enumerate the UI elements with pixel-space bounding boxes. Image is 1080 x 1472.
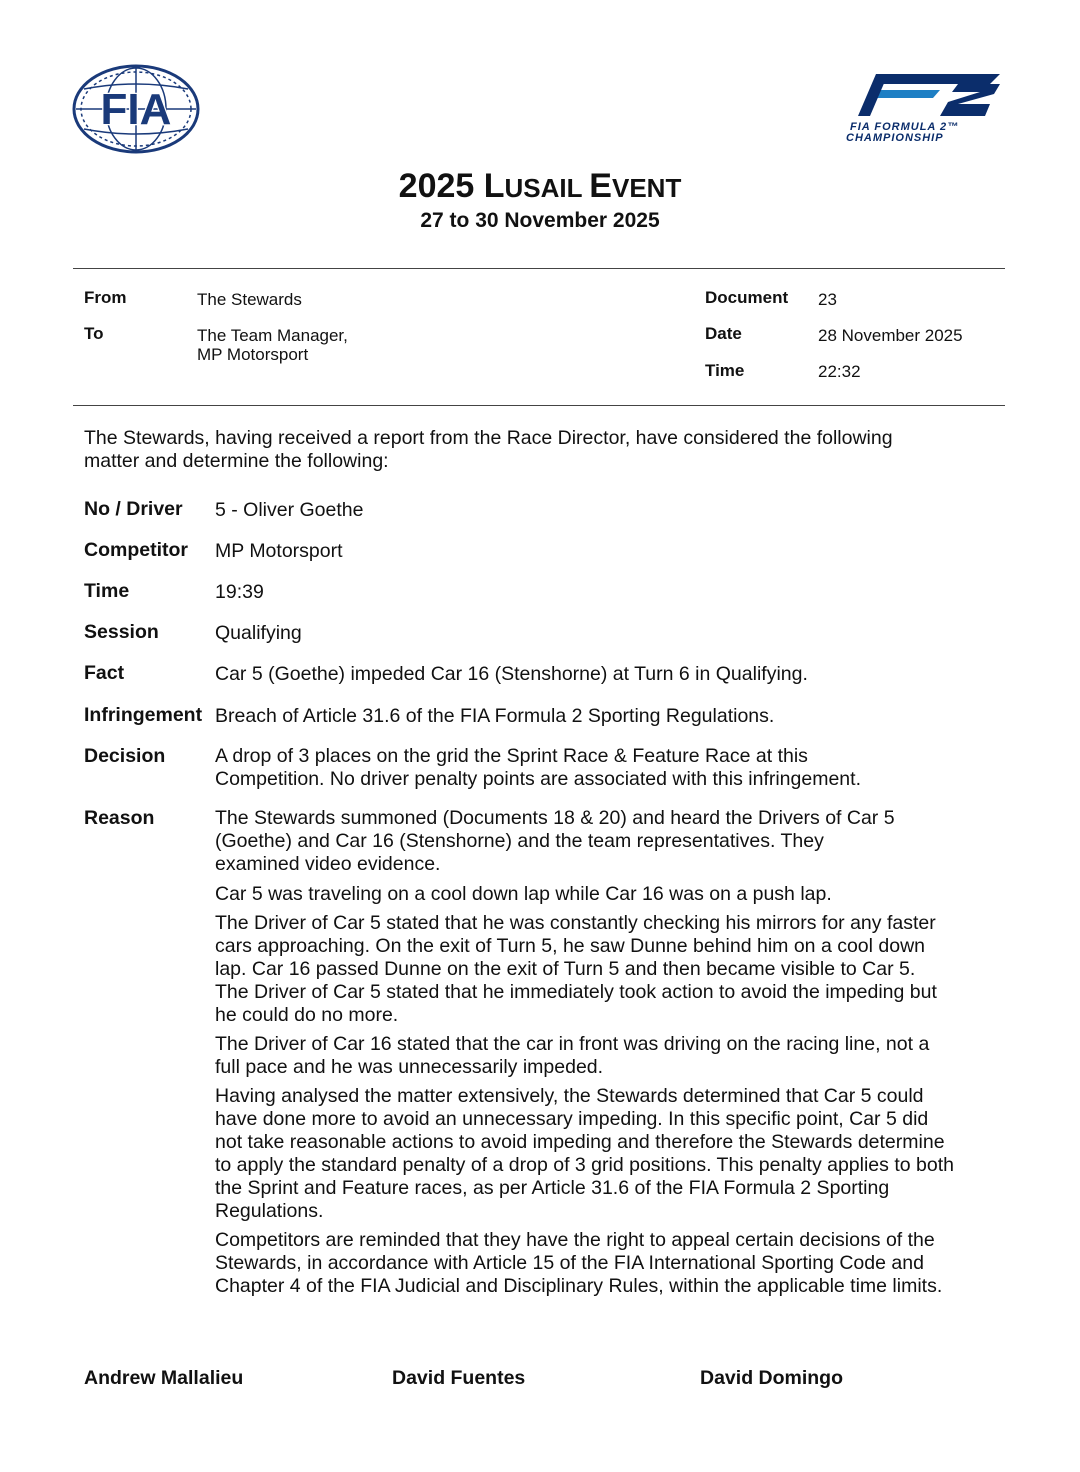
document-value: 23 [818, 290, 837, 309]
time-value: 22:32 [818, 362, 861, 381]
date-value: 28 November 2025 [818, 326, 963, 345]
reason-line: The Stewards summoned (Documents 18 & 20) and heard the Drivers of Car 5 [215, 807, 895, 829]
reason-line: The Driver of Car 5 stated that he was constantly checking his mirrors for any faster [215, 912, 936, 934]
decision-line: Competition. No driver penalty points are associated with this infringement. [215, 768, 861, 790]
steward-signature: Andrew Mallalieu [84, 1367, 244, 1389]
steward-signature: David Domingo [700, 1367, 844, 1389]
reason-paragraph-6 [215, 1229, 995, 1298]
field-value: Car 5 (Goethe) impeded Car 16 (Stenshorne) at Turn 6 in Qualifying. [215, 663, 808, 685]
field-label: Time [84, 580, 130, 602]
field-value: MP Motorsport [215, 540, 343, 562]
reason-line: to apply the standard penalty of a drop of 3 grid positions. This penalty applies to both [215, 1154, 954, 1176]
field-label: Infringement [84, 704, 203, 726]
reason-line: The Driver of Car 16 stated that the car in front was driving on the racing line, not a [215, 1033, 930, 1055]
date-label: Date [705, 324, 742, 343]
steward-signature: David Fuentes [392, 1367, 526, 1389]
intro-text [84, 427, 1004, 473]
divider-bottom [73, 405, 1005, 406]
reason-paragraph-2 [215, 883, 995, 906]
reason-line: Having analysed the matter extensively, the Stewards determined that Car 5 could [215, 1085, 924, 1107]
from-value: The Stewards [197, 290, 302, 309]
reason-line: examined video evidence. [215, 853, 441, 875]
title-e: E [589, 167, 612, 205]
reason-line: not take reasonable actions to avoid impeding and therefore the Stewards determine [215, 1131, 945, 1153]
field-value: Breach of Article 31.6 of the FIA Formula 2 Sporting Regulations. [215, 705, 775, 727]
title-year: 2025 [398, 167, 484, 205]
page-title [0, 166, 1080, 208]
to-value-line2: MP Motorsport [197, 345, 309, 364]
reason-line: full pace and he was unnecessarily impeded. [215, 1056, 604, 1078]
reason-paragraph-5 [215, 1085, 1015, 1223]
reason-line: he could do no more. [215, 1004, 399, 1026]
field-value: 19:39 [215, 581, 264, 603]
reason-line: Regulations. [215, 1200, 324, 1222]
field-value: Qualifying [215, 622, 302, 644]
reason-line: the Sprint and Feature races, as per Article 31.6 of the FIA Formula 2 Sporting [215, 1177, 890, 1199]
from-label: From [84, 288, 127, 307]
f2-logo-line2: CHAMPIONSHIP [846, 132, 944, 144]
to-value-line1: The Team Manager, [197, 326, 348, 345]
field-value: 5 - Oliver Goethe [215, 499, 364, 521]
decision-label: Decision [84, 745, 166, 767]
reason-line: (Goethe) and Car 16 (Stenshorne) and the team representatives. They [215, 830, 824, 852]
fia-globe-icon [72, 64, 200, 154]
fia-logo [72, 64, 200, 154]
event-dates: 27 to 30 November 2025 [420, 209, 660, 232]
intro-line2: matter and determine the following: [84, 450, 389, 472]
f2-logo [840, 70, 1005, 148]
reason-paragraph-1 [215, 807, 995, 876]
reason-line: Chapter 4 of the FIA Judicial and Disciplinary Rules, within the applicable time limits. [215, 1275, 943, 1297]
title-event: VENT [611, 173, 682, 203]
field-label: Session [84, 621, 159, 643]
decision-line: A drop of 3 places on the grid the Sprint Race & Feature Race at this [215, 745, 808, 767]
reason-line: The Driver of Car 5 stated that he immediately took action to avoid the impeding but [215, 981, 937, 1003]
f2-logo-line1: FIA FORMULA 2™ [850, 121, 960, 133]
reason-line: lap. Car 16 passed Dunne on the exit of Turn 5 and then became visible to Car 5. [215, 958, 916, 980]
divider-top [73, 268, 1005, 269]
intro-line1: The Stewards, having received a report from the Race Director, have considered the following [84, 427, 893, 449]
document-label: Document [705, 288, 789, 307]
field-label: Competitor [84, 539, 188, 561]
reason-line: have done more to avoid an unnecessary impeding. In this specific point, Car 5 did [215, 1108, 929, 1130]
title-l: L [483, 167, 505, 205]
f2-mark-icon [840, 70, 1005, 120]
field-label: Fact [84, 662, 125, 684]
reason-line: cars approaching. On the exit of Turn 5, he saw Dunne behind him on a cool down [215, 935, 926, 957]
reason-line: Car 5 was traveling on a cool down lap while Car 16 was on a push lap. [215, 883, 832, 905]
field-label: No / Driver [84, 498, 183, 520]
title-block [0, 166, 1080, 234]
to-value [197, 326, 348, 364]
decision-text [215, 745, 995, 791]
reason-line: Stewards, in accordance with Article 15 of the FIA International Sporting Code and [215, 1252, 924, 1274]
fia-logo-text: FIA [100, 85, 172, 134]
to-label: To [84, 324, 104, 343]
time-label: Time [705, 361, 745, 380]
reason-paragraph-3 [215, 912, 1005, 1027]
reason-label: Reason [84, 807, 155, 829]
title-lusail: USAIL [504, 173, 590, 203]
reason-paragraph-4 [215, 1033, 995, 1079]
reason-line: Competitors are reminded that they have the right to appeal certain decisions of the [215, 1229, 935, 1251]
